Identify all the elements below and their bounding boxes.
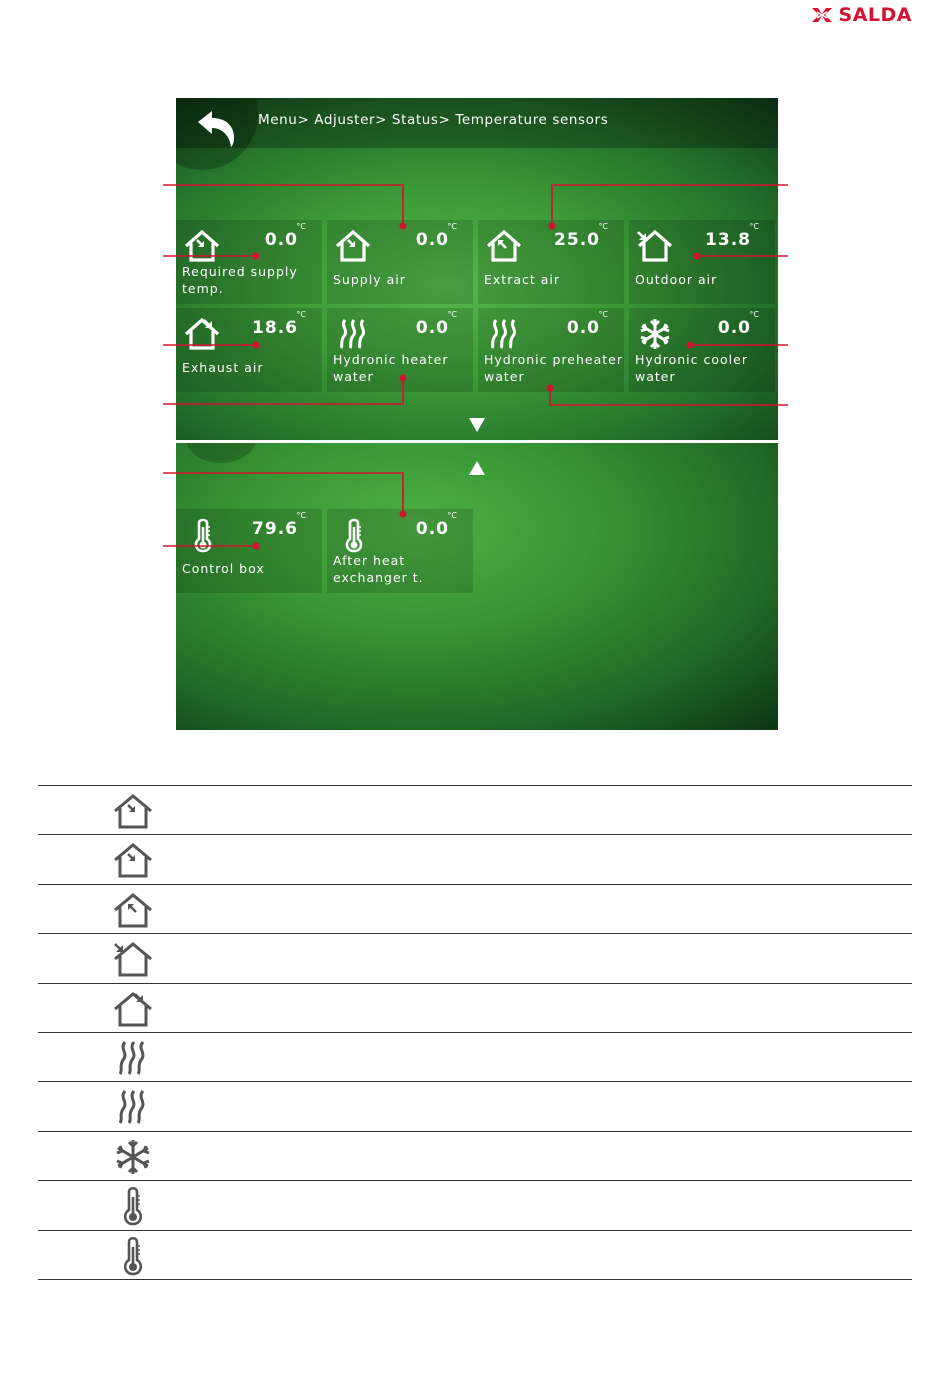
sensor-value: 79.6 <box>252 519 298 539</box>
unit-label: °C <box>749 222 759 231</box>
table-row <box>38 1181 912 1230</box>
house-outdoor-icon <box>111 939 155 979</box>
unit-label: °C <box>296 511 306 520</box>
breadcrumb: Menu> Adjuster> Status> Temperature sensors <box>258 112 609 128</box>
sensor-tile-after-heat-exchanger[interactable] <box>327 509 473 593</box>
sensor-tile-hydronic-preheater-water[interactable] <box>478 308 624 392</box>
thermometer-icon <box>182 517 222 553</box>
sensor-tile-outdoor-air[interactable] <box>629 220 775 304</box>
sensor-tile-hydronic-heater-water[interactable] <box>327 308 473 392</box>
house-outdoor-icon <box>635 228 675 264</box>
house-supply-icon <box>111 840 155 880</box>
sensor-label: Required supply temp. <box>182 264 298 296</box>
table-row <box>38 786 912 835</box>
temperature-sensors-screen-page2 <box>176 443 778 730</box>
thermometer-icon <box>111 1186 155 1226</box>
salda-logo-icon <box>811 6 833 24</box>
house-exhaust-icon <box>182 316 222 352</box>
house-exhaust-icon <box>111 989 155 1029</box>
sensor-value: 25.0 <box>554 230 600 250</box>
brand-name: SALDA <box>838 4 912 26</box>
sensor-value: 0.0 <box>415 519 449 539</box>
heater-waves-icon <box>333 316 373 352</box>
sensor-label: Extract air <box>484 272 561 287</box>
sensor-label: After heat exchanger t. <box>333 553 424 585</box>
sensor-tile-control-box[interactable] <box>176 509 322 593</box>
house-extract-icon <box>111 890 155 930</box>
sensor-label: Control box <box>182 561 265 576</box>
sensor-tile-hydronic-cooler-water[interactable] <box>629 308 775 392</box>
sensor-label: Hydronic cooler water <box>635 352 748 384</box>
unit-label: °C <box>296 310 306 319</box>
sensor-label: Outdoor air <box>635 272 718 287</box>
triangle-down-icon[interactable] <box>469 418 485 432</box>
sensor-tile-required-supply-temp[interactable] <box>176 220 322 304</box>
heater-waves-icon <box>111 1038 155 1078</box>
icon-legend-table <box>38 785 912 1280</box>
sensor-value: 0.0 <box>415 318 449 338</box>
table-row <box>38 1132 912 1181</box>
table-row <box>38 934 912 983</box>
thermometer-icon <box>333 517 373 553</box>
unit-label: °C <box>296 222 306 231</box>
heater-waves-icon <box>484 316 524 352</box>
house-supply-icon <box>182 228 222 264</box>
table-row <box>38 1231 912 1280</box>
sensor-tile-extract-air[interactable] <box>478 220 624 304</box>
unit-label: °C <box>447 222 457 231</box>
table-row <box>38 1033 912 1082</box>
sensor-label: Hydronic heater water <box>333 352 449 384</box>
unit-label: °C <box>447 310 457 319</box>
sensor-tile-exhaust-air[interactable] <box>176 308 322 392</box>
sensor-value: 0.0 <box>264 230 298 250</box>
thermometer-icon <box>111 1236 155 1276</box>
sensor-value: 0.0 <box>717 318 751 338</box>
sensor-label: Hydronic preheater water <box>484 352 623 384</box>
back-arrow-icon[interactable] <box>194 110 240 148</box>
sensor-value: 13.8 <box>705 230 751 250</box>
sensor-value: 0.0 <box>415 230 449 250</box>
sensor-label: Supply air <box>333 272 406 287</box>
house-supply-icon <box>111 791 155 831</box>
unit-label: °C <box>598 310 608 319</box>
heater-waves-icon <box>111 1087 155 1127</box>
table-row <box>38 1082 912 1131</box>
table-row <box>38 984 912 1033</box>
unit-label: °C <box>598 222 608 231</box>
sensor-value: 0.0 <box>566 318 600 338</box>
triangle-up-icon[interactable] <box>469 461 485 475</box>
temperature-sensors-screen-page1 <box>176 98 778 440</box>
table-row <box>38 885 912 934</box>
sensor-value: 18.6 <box>252 318 298 338</box>
house-extract-icon <box>484 228 524 264</box>
house-supply-icon <box>333 228 373 264</box>
unit-label: °C <box>447 511 457 520</box>
sensor-label: Exhaust air <box>182 360 264 375</box>
back-button-backdrop <box>186 443 256 463</box>
unit-label: °C <box>749 310 759 319</box>
table-row <box>38 835 912 884</box>
snowflake-icon <box>111 1137 155 1177</box>
sensor-tile-supply-air[interactable] <box>327 220 473 304</box>
snowflake-icon <box>635 316 675 352</box>
brand-logo <box>811 4 912 26</box>
